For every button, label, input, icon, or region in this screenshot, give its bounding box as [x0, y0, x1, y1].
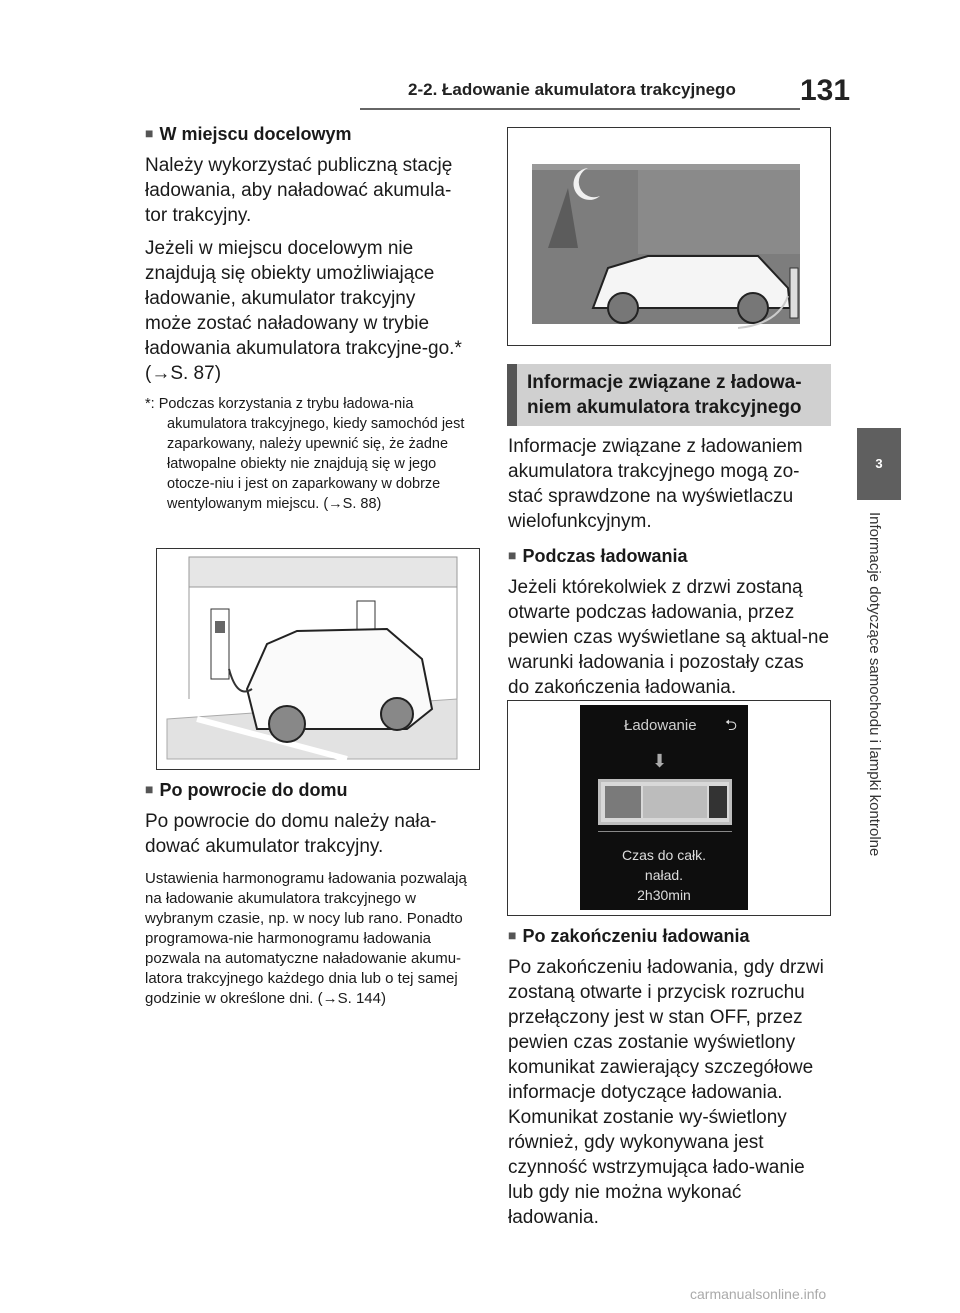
remaining-time: 2h30min [637, 887, 691, 903]
chapter-title: Informacje dotyczące samochodu i lampki kontrolne [866, 512, 883, 857]
display-screen [580, 705, 748, 910]
down-arrow-icon: ⬇ [652, 751, 668, 771]
remaining-label-1: Czas do całk. [621, 847, 707, 863]
display-title: Ładowanie [624, 717, 697, 734]
night-charging-drawing [508, 128, 829, 344]
footnote: *: Podczas korzystania z trybu ładowa-nia akumulatora trakcyjnego, kiedy samochód jest zaparkowany, należy upewnić się, że żadne łatwopalne obiekty nie znajdują się w jego otocze-niu i jest on zaparkowany w dobrze wentylowanym miejscu. (→S. 88) [145, 396, 465, 512]
paragraph: Po powrocie do domu należy nała-dować akumulator trakcyjny. [145, 811, 437, 857]
battery-segment [605, 786, 641, 818]
heading-after-charging: ■ Po zakończeniu ładowania [508, 926, 830, 947]
illustration-garage-charging [156, 548, 480, 770]
garage-charging-drawing [157, 549, 478, 768]
illustration-display [507, 700, 831, 916]
paragraph: Po zakończeniu ładowania, gdy drzwi zostaną otwarte i przycisk rozruchu przełączony jest w stan OFF, przez pewien czas zostanie wyświetlony komunikat zawierający szczegółowe informacje dotyczące ładowania. Komunikat zostanie wy-świetlony również, gdy wykonywana jest czynność wstrzymująca łado-wanie lub gdy nie można wykonać ładowania. [508, 957, 824, 1228]
section-header: 2-2. Ładowanie akumulatora trakcyjnego [408, 80, 736, 99]
back-icon: ⮌ [725, 717, 738, 734]
chapter-tab: 3 [857, 428, 901, 500]
heading-during-charging: ■ Podczas ładowania [508, 546, 830, 567]
left-column [145, 124, 467, 514]
battery-segment [643, 786, 707, 818]
remaining-label-2: naład. [644, 867, 684, 883]
paragraph: Jeżeli w miejscu docelowym nie znajdują się obiekty umożliwiające ładowanie, akumulator trakcyjny może zostać naładowany w trybie ładowania akumulatora trakcyjne-go.* (→S. 87) [145, 238, 462, 384]
left-column-lower [145, 780, 467, 1009]
right-column-lower [508, 926, 830, 1230]
paragraph-small: Ustawienia harmonogramu ładowania pozwalają na ładowanie akumulatora trakcyjnego w wybranym czasie, np. w nocy lub rano. Ponadto programowa-nie harmonogramu ładowania pozwala na automatyczne naładowanie akumu-latora trakcyjnego każdego dnia lub o tej samej godzinie w określone dni. (→S. 144) [145, 870, 467, 1007]
battery-icon [598, 779, 732, 825]
paragraph: Należy wykorzystać publiczną stację ładowania, aby naładować akumula-tor trakcyjny. [145, 155, 453, 226]
gauge-line [598, 831, 732, 832]
right-column [508, 434, 830, 700]
battery-segment [709, 786, 727, 818]
watermark: carmanualsonline.info [690, 1286, 827, 1302]
remaining-time-text [580, 845, 748, 905]
heading-destination: ■ W miejscu docelowym [145, 124, 467, 145]
paragraph: Jeżeli którekolwiek z drzwi zostaną otwarte podczas ładowania, przez pewien czas wyświetlane są aktual-ne warunki ładowania i pozostały czas do zakończenia ładowania. [508, 577, 830, 698]
heading-home: ■ Po powrocie do domu [145, 780, 467, 801]
paragraph: Informacje związane z ładowaniem akumulatora trakcyjnego mogą zo-stać sprawdzone na wyświetlaczu wielofunkcyjnym. [508, 436, 803, 532]
illustration-night-charging [507, 127, 831, 346]
page-number: 131 [800, 74, 851, 107]
info-banner: Informacje związane z ładowa-niem akumulatora trakcyjnego [507, 364, 831, 426]
header-divider [360, 108, 800, 110]
